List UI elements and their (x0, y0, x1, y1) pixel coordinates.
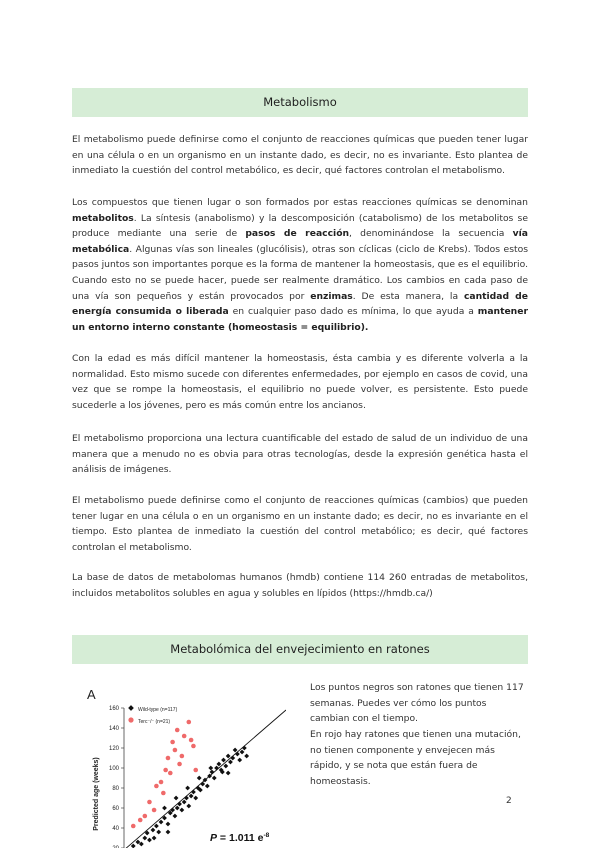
data-point-wild-type (184, 796, 189, 801)
data-point-wild-type (240, 750, 245, 755)
data-point-wild-type (216, 762, 221, 767)
data-point-terc (182, 734, 187, 739)
data-point-wild-type (244, 754, 249, 759)
y-tick-label: 60 (112, 806, 119, 813)
data-point-wild-type (230, 756, 235, 761)
data-point-terc (152, 808, 157, 813)
section-header-metabolismo (72, 88, 528, 117)
data-point-wild-type (193, 796, 198, 801)
data-point-terc (177, 762, 182, 767)
section-header-metabolomica (72, 635, 528, 664)
data-point-terc (163, 768, 168, 773)
aging-scatter-chart (86, 684, 286, 848)
data-point-terc (166, 756, 171, 761)
data-point-terc (154, 784, 159, 789)
data-point-wild-type (166, 822, 171, 827)
term-energia: cantidad de energía consumida o liberada (72, 290, 528, 318)
paragraph-6: La base de datos de metabolomas humanos (hmdb) contiene 114 260 entradas de metabolitos, incluidos metabolitos solubles en agua y solubles en lípidos (https://hmdb.ca/) (72, 572, 528, 599)
data-point-terc (161, 791, 166, 796)
data-point-terc (175, 728, 180, 733)
y-tick-label: 100 (108, 766, 119, 773)
data-point-wild-type (162, 806, 167, 811)
data-point-wild-type (147, 838, 152, 843)
page-number: 2 (506, 796, 512, 806)
y-ticks (109, 706, 124, 848)
data-point-terc (189, 738, 194, 743)
legend (128, 705, 177, 725)
data-point-wild-type (185, 786, 190, 791)
data-point-wild-type (156, 830, 161, 835)
data-point-wild-type (237, 758, 242, 763)
section-title: Metabolismo (263, 95, 337, 109)
data-point-wild-type (208, 766, 213, 771)
data-point-wild-type (205, 784, 210, 789)
legend-marker-terc (128, 717, 133, 722)
legend-marker-wild (128, 705, 134, 711)
data-point-terc (159, 780, 164, 785)
term-homeostasis: mantener un entorno interno constante (homeostasis = equilibrio). (72, 306, 528, 333)
data-point-terc (173, 748, 178, 753)
data-point-wild-type (221, 758, 226, 763)
paragraph-2: Los compuestos que tienen lugar o son formados por estas reacciones químicas se denominan metabolitos. La síntesis (anabolismo) y la descomposición (catabolismo) de los metabolitos se produce mediante una serie de pasos de reacción, denominándose la secuencia vía metabólica. Algunas vías son lineales (glucólisis), otras son cíclicas (ciclo de Krebs). Todos estos pasos juntos son importantes porque es la forma de mantener la homeostasis, que es el equilibrio. Cuando esto no se puede hacer, puede ser realmente dramático. Los cambios en cada paso de una vía son pequeños y están provocados por enzimas. De esta manera, la cantidad de energía consumida o liberada en cualquier paso dado es mínima, lo que ayuda a mantener un entorno interno constante (homeostasis = equilibrio). (72, 197, 528, 333)
data-point-wild-type (189, 794, 194, 799)
paragraph-4: El metabolismo proporciona una lectura cuantificable del estado de salud de un individuo de una manera que a menudo no es obvia para otras tecnologías, desde la expresión genética hasta el análisis de imágenes. (72, 433, 528, 476)
data-point-terc (170, 740, 175, 745)
data-point-wild-type (131, 844, 136, 848)
data-point-terc (138, 818, 143, 823)
data-point-wild-type (179, 808, 184, 813)
data-point-wild-type (200, 782, 205, 787)
data-point-wild-type (175, 806, 180, 811)
paragraph-3: Con la edad es más difícil mantener la homeostasis, ésta cambia y es diferente volverla a la normalidad. Esto mismo sucede con diferentes enfermedades, por ejemplo en casos de covid, una vez que se rompe la homeostasis, el equilibrio no puede volver, es persistente. Esto puede sucederle a los jóvenes, pero es más común entre los ancianos. (72, 353, 528, 411)
data-point-wild-type (159, 820, 164, 825)
data-point-wild-type (151, 828, 156, 833)
data-point-wild-type (235, 752, 240, 757)
y-tick-label: 140 (108, 726, 119, 733)
data-point-wild-type (177, 802, 182, 807)
data-point-wild-type (214, 766, 219, 771)
data-point-terc (168, 771, 173, 776)
data-point-wild-type (142, 836, 147, 841)
data-point-wild-type (166, 830, 171, 835)
section-title: Metabolómica del envejecimiento en ratones (170, 642, 430, 656)
chart-caption-1: Los puntos negros son ratones que tienen 117 semanas. Puedes ver cómo los puntos cambian con el tiempo. (310, 682, 524, 725)
data-point-terc (180, 754, 185, 759)
data-point-terc (187, 720, 192, 725)
data-point-terc (143, 814, 148, 819)
paragraph-1: El metabolismo puede definirse como el conjunto de reacciones químicas que pueden tener lugar en una célula o en un organismo en un instante dado, es decir, no es invariante. Esto plantea de inmediato la cuestión del control metabólico, es decir, qué factores controlan el metabolismo. (72, 134, 528, 177)
y-axis-label: Predicted age (weeks) (93, 757, 100, 831)
data-point-wild-type (226, 754, 231, 759)
data-point-wild-type (242, 746, 247, 751)
data-point-terc (147, 800, 152, 805)
term-pasos-reaccion: pasos de reacción (245, 228, 350, 240)
term-via-metabolica: vía metabólica (72, 228, 528, 255)
data-point-wild-type (186, 804, 191, 809)
data-point-terc (191, 744, 196, 749)
y-axis-label-group (93, 757, 100, 831)
panel-label: A (87, 687, 96, 702)
y-tick-label: 120 (108, 746, 119, 753)
term-enzimas: enzimas (310, 290, 353, 302)
y-tick-label: 40 (112, 826, 119, 833)
p-value-annotation: P = 1.011 $e^{-8}$ (210, 832, 270, 844)
y-tick-label: 80 (112, 786, 119, 793)
data-point-wild-type (226, 771, 231, 776)
data-point-terc (193, 768, 198, 773)
data-point-wild-type (152, 836, 157, 841)
term-metabolitos: metabolitos (72, 212, 134, 224)
legend-label-terc: Terc⁻/⁻ (n=21) (138, 719, 171, 725)
data-point-wild-type (182, 800, 187, 805)
data-point-wild-type (174, 796, 179, 801)
paragraph-5: El metabolismo puede definirse como el conjunto de reacciones químicas (cambios) que pueden tener lugar en una célula o en un organismo en un instante dado; es decir, no es invariante en el tiempo. Esto plantea de inmediato la cuestión del control metabólico; es decir, qué factores controlan el metabolismo. (72, 495, 528, 553)
data-point-wild-type (154, 824, 159, 829)
data-point-wild-type (212, 776, 217, 781)
data-point-wild-type (191, 790, 196, 795)
chart-caption-2: En rojo hay ratones que tienen una mutación, no tienen componente y envejecen más rápido, y se nota que están fuera de homeostasis. (310, 729, 521, 787)
data-point-wild-type (197, 776, 202, 781)
data-point-wild-type (233, 748, 238, 753)
data-point-terc (131, 824, 136, 829)
data-point-wild-type (210, 770, 215, 775)
data-point-wild-type (173, 814, 178, 819)
y-tick-label: 160 (108, 706, 119, 713)
data-point-wild-type (228, 760, 233, 765)
legend-label-wild: Wild-type (n=117) (138, 707, 178, 713)
data-point-wild-type (223, 764, 228, 769)
